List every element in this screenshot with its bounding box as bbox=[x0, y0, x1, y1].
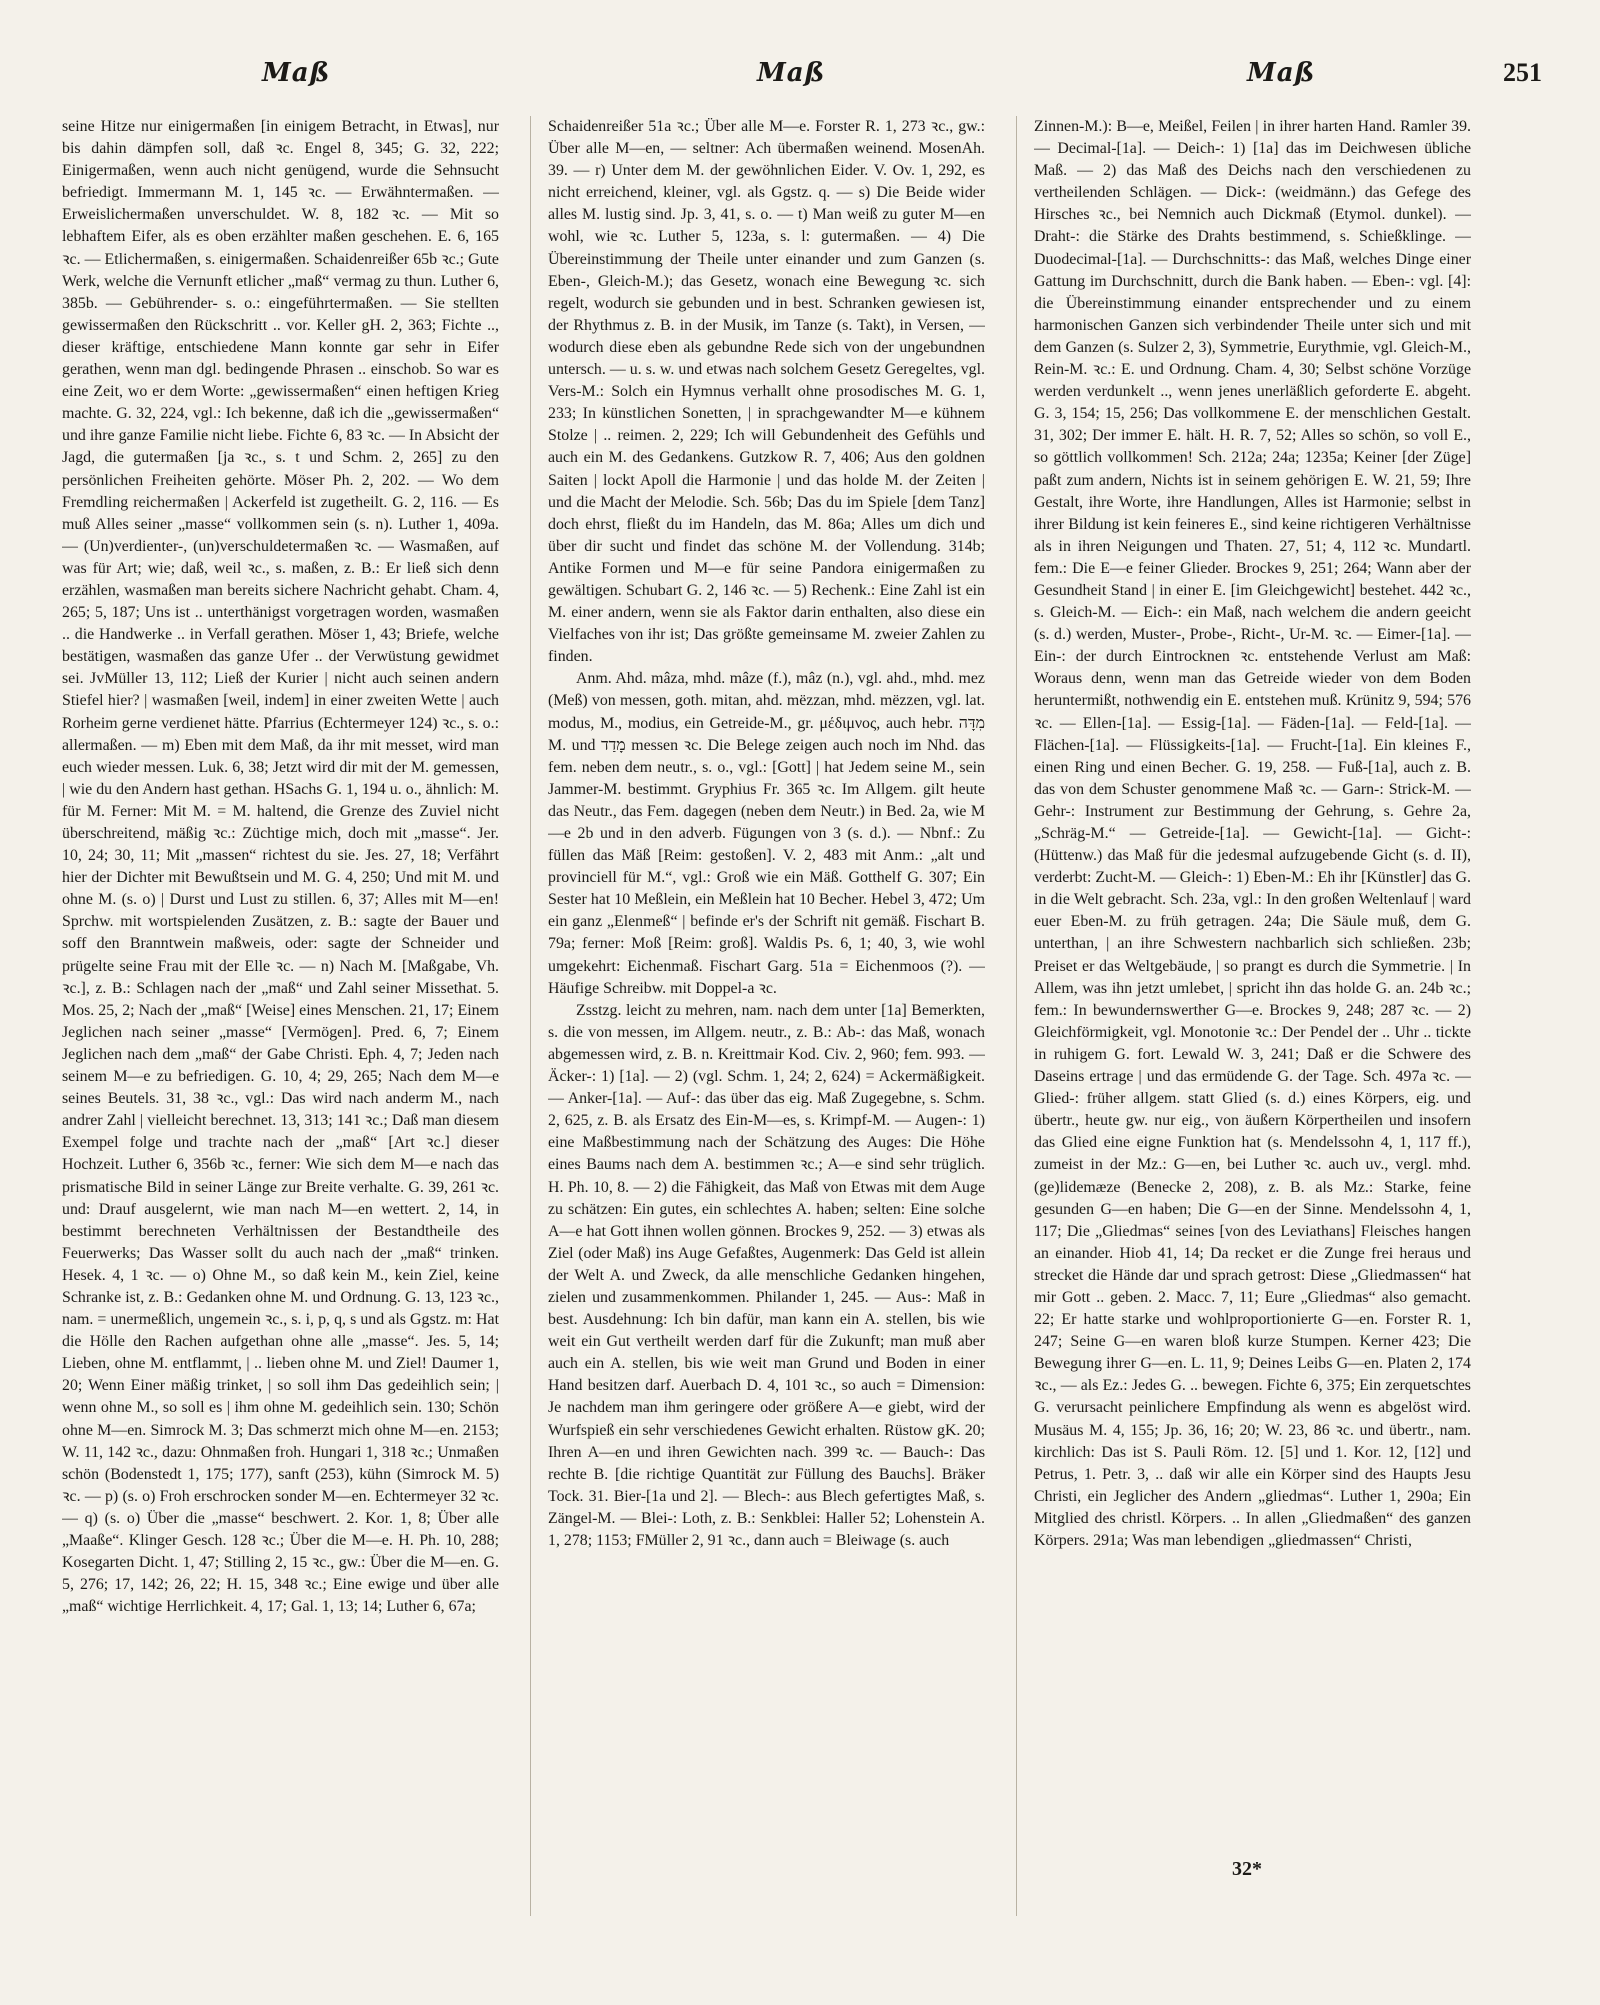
text-column-right bbox=[1034, 116, 1471, 1916]
column-divider bbox=[530, 116, 531, 1916]
column-paragraph: Schaidenreißer 51a ꝛc.; Über alle M—e. Forster R. 1, 273 ꝛc., gw.: Über alle M—en, — seltner: Ach übermaßen weinend. MosenAh. 39. — r) Unter dem M. der gewöhnlichen Eider. V. Ov. 1, 292, es nicht erreichend, kleiner, vgl. als Ggstz. q. — s) Die Beide wider alles M. lustig sind. Jp. 3, 41, s. o. — t) Man weiß zu guter M—en wohl, wie ꝛc. Luther 5, 123a, s. l: gutermaßen. — 4) Die Übereinstimmung der Theile unter einander und zum Ganzen (s. Eben-, Gleich-M.); das Gesetz, wonach eine Bewegung ꝛc. sich regelt, wodurch sie gebunden und in best. Schranken gewiesen ist, der Rhythmus z. B. in der Musik, im Tanze (s. Takt), in Versen, — wodurch diese eben als gebundne Rede sich von der ungebundnen untersch. — u. s. w. und etwas nach solchem Gesetz Geregeltes, vgl. Vers-M.: Solch ein Hymnus verhallt ohne prosodisches M. G. 1, 233; In künstlichen Sonetten, | in sprachgewandter M—e kühnem Stolze | .. reimen. 2, 229; Ich will Gebundenheit des Gefühls und auch ein M. des Gedankens. Gutzkow R. 7, 406; Aus den goldnen Saiten | lockt Apoll die Harmonie | und das holde M. der Zeiten | und die Macht der Melodie. Sch. 56b; Das du im Spiele [dem Tanz] doch ehrst, fließt du im Handeln, das M. 86a; Alles um dich und über dir sucht und findet das schöne M. der Vollendung. 314b; Antike Formen und M—e für seine Pandora einigermaßen zu gewältigen. Schubart G. 2, 146 ꝛc. — 5) Rechenk.: Eine Zahl ist ein M. einer andern, wenn sie als Faktor darin enthalten, also diese ein Vielfaches von ihr ist; Das größte gemeinsame M. zweier Zahlen zu finden. bbox=[548, 118, 985, 666]
left-running-headword: Maß bbox=[262, 58, 331, 88]
signature-mark: 32* bbox=[1232, 1858, 1262, 1880]
column-paragraph: Anm. Ahd. mâza, mhd. mâze (f.), mâz (n.), vgl. ahd., mhd. mez (Meß) von messen, goth. mitan, ahd. mëzzan, mhd. mëzzen, vgl. lat. modus, M., modius, ein Getreide-M., gr. μέδιμνος, auch hebr. מִדָּה M. und מָדַד messen ꝛc. Die Belege zeigen auch noch im Nhd. das fem. neben dem neutr., s. o., vgl.: [Gott] | hat Jedem seine M., sein Jammer-M. bestimmt. Gryphius Fr. 365 ꝛc. Im Allgem. gilt heute das Neutr., das Fem. dagegen (neben dem Neutr.) in Bed. 2a, wie M—e 2b und in den adverb. Fügungen von 3 (s. d.). — Nbnf.: Zu füllen das Mäß [Reim: gestoßen]. V. 2, 483 mit Anm.: „alt und provinciell für M.“, vgl.: Groß wie ein Mäß. Gotthelf G. 307; Ein Sester hat 10 Meßlein, ein Meßlein hat 10 Becher. Hebel 3, 472; Um ein ganz „Elenmeß“ | befinde er's der Schrift nit gemäß. Fischart B. 79a; ferner: Moß [Reim: groß]. Waldis Ps. 6, 1; 40, 3, wie wohl umgekehrt: Eichenmaß. Fischart Garg. 51a = Eichenmoos (?). — Häufige Schreibw. mit Doppel-a ꝛc. bbox=[548, 670, 985, 997]
page-header bbox=[62, 58, 1542, 98]
column-paragraph: Zsstzg. leicht zu mehren, nam. nach dem unter [1a] Bemerkten, s. die von messen, im Allgem. neutr., z. B.: Ab-: das Maß, wonach abgemessen wird, z. B. n. Kreittmair Kod. Civ. 2, 960; fem. 993. — Äcker-: 1) [1a]. — 2) (vgl. Schm. 1, 24; 2, 624) = Ackermäßigkeit. — Anker-[1a]. — Auf-: das über das eig. Maß Zugegebne, s. Schm. 2, 625, z. B. als Ersatz des Ein-M—es, s. Krimpf-M. — Augen-: 1) eine Maßbestimmung nach der Schätzung des Auges: Die Höhe eines Baums nach dem A. bestimmen ꝛc.; A—e sind sehr trüglich. H. Ph. 10, 8. — 2) die Fähigkeit, das Maß von Etwas mit dem Auge zu schätzen: Ein gutes, ein schlechtes A. haben; selten: Eine solche A—e hat Gott ihnen wollen gönnen. Brockes 9, 252. — 3) etwas als Ziel (oder Maß) ins Auge Gefaßtes, Augenmerk: Das Geld ist allein der Welt A. und Zweck, da alle menschliche Gedanken hingehen, zielen und zusammenkommen. Philander 1, 245. — Aus-: Maß in best. Ausdehnung: Ich bin dafür, man kann ein A. stellen, bis wie weit ein Gut vertheilt werden darf für die Zukunft; man muß aber auch ein A. stellen, bis wie weit man Grund und Boden in einer Hand besitzen darf. Auerbach D. 4, 101 ꝛc., so auch = Dimension: Je nachdem man ihm geringere oder größere A—e giebt, wird der Wurfspieß ein sehr verschiedenes Gewicht erhalten. Rüstow gK. 20; Ihren A—en und ihren Gewichten nach. 399 ꝛc. — Bauch-: Das rechte B. [die richtige Quantität zur Füllung des Bauchs]. Bräker Tock. 31. Bier-[1a und 2]. — Blech-: aus Blech gefertigtes Maß, s. Zängel-M. — Blei-: Loth, z. B.: Senkblei: Haller 52; Lohenstein A. 1, 278; 1153; FMüller 2, 91 ꝛc., dann auch = Bleiwage (s. auch bbox=[548, 1001, 985, 1549]
text-column-middle bbox=[548, 116, 985, 1916]
column-paragraph: Zinnen-M.): B—e, Meißel, Feilen | in ihrer harten Hand. Ramler 39. — Decimal-[1a]. — Deich-: 1) [1a] das im Deichwesen übliche Maß. — 2) das Maß des Deichs nach den verschiedenen zu vertheilenden Schlägen. — Dick-: (weidmänn.) das Gefege des Hirsches ꝛc., bei Nemnich auch Dickmaß (Etymol. dunkel). — Draht-: die Stärke des Drahts bestimmend, s. Schießklinge. — Duodecimal-[1a]. — Durchschnitts-: das Maß, welches Dinge einer Gattung im Durchschnitt, durch die Bank haben. — Eben-: vgl. [4]: die Übereinstimmung einander entsprechender und zu einem harmonischen Ganzen sich verbindender Theile unter sich und mit dem Ganzen (s. Sulzer 2, 3), Symmetrie, Eurythmie, vgl. Gleich-M., Rein-M. ꝛc.: E. und Ordnung. Cham. 4, 30; Selbst schöne Vorzüge werden verdunkelt .., wenn jenes unerläßlich geforderte E. abgeht. G. 3, 154; 15, 256; Das vollkommene E. der menschlichen Gestalt. 31, 302; Der immer E. hält. H. R. 7, 52; Alles so schön, so voll E., so göttlich vollkommen! Sch. 212a; 24a; 1235a; Keiner [der Züge] paßt zum andern, Nichts ist in seinem gehörigen E. W. 21, 59; Ihre Gestalt, ihre Worte, ihre Handlungen, Alles ist Harmonie; selbst in ihrer Bildung ist kein feineres E., sind keine richtigeren Verhältnisse als in ihren Neigungen und Thaten. 27, 51; 4, 112 ꝛc. Mundartl. fem.: Die E—e feiner Glieder. Brockes 9, 251; 264; Wann aber der Gesundheit Stand | in einer E. [im Gleichgewicht] bestehet. 442 ꝛc., s. Gleich-M. — Eich-: ein Maß, nach welchem die andern geeicht (s. d.) werden, Muster-, Probe-, Richt-, Ur-M. ꝛc. — Eimer-[1a]. — Ein-: der durch Eintrocknen ꝛc. entstehende Verlust am Maß: Woraus denn, wenn man das Getreide wieder von dem Boden heruntermißt, nothwendig ein E. entstehen muß. Krünitz 9, 594; 576 ꝛc. — Ellen-[1a]. — Essig-[1a]. — Fäden-[1a]. — Feld-[1a]. — Flächen-[1a]. — Flüssigkeits-[1a]. — Frucht-[1a]. Ein kleines F., einen Ring und einen Becher. G. 19, 258. — Fuß-[1a], auch z. B. das von dem Schuster genommene Maß ꝛc. — Garn-: Strick-M. — Gehr-: Instrument zur Bestimmung der Gehrung, s. Gehre 2a, „Schräg-M.“ — Getreide-[1a]. — Gewicht-[1a]. — Gicht-: (Hüttenw.) das Maß für die jedesmal aufzugebende Gicht (s. d. II), verderbt: Zucht-M. — Gleich-: 1) Eben-M.: Eh ihr [Künstler] das G. in die Welt gebracht. Sch. 23a, vgl.: In den großen Weltenlauf | ward euer Eben-M. zu früh getragen. 24a; Die Säule muß, dem G. unterthan, | an ihre Schwestern nachbarlich sich schließen. 23b; Preiset er das Weltgebäude, | so prangt es durch die Symmetrie. | In Allem, was ihn jetzt umlebet, | spricht ihn das holde G. an. 24b ꝛc.; fem.: In bewundernswerther G—e. Brockes 9, 248; 287 ꝛc. — 2) Gleichförmigkeit, vgl. Monotonie ꝛc.: Der Pendel der .. Uhr .. tickte in ruhigem G. fort. Lewald W. 3, 241; Daß er die Schwere des Daseins ertrage | und das ermüdende G. der Tage. Sch. 497a ꝛc. — Glied-: früher allgem. statt Glied (s. d.) eines Körpers, eig. und übertr., heute gw. nur eig., von äußern Körpertheilen und insofern das Glied eine eigne Funktion hat (s. Mendelssohn 4, 1, 117 ff.), zumeist in der Mz.: G—en, bei Luther ꝛc. auch uv., vergl. mhd. (ge)lidemæze (Benecke 2, 208), z. B. als Mz.: Starke, feine gesunden G—en haben; Die G—en der Sinne. Mendelssohn 4, 1, 117; Die „Gliedmas“ seines [von des Leviathans] Fleisches hangen an einander. Hiob 41, 14; Da recket er die Zunge frei heraus und strecket die Hände dar und sprach getrost: Diese „Gliedmassen“ hat mir Gott .. geben. 2. Macc. 7, 11; Eure „Gliedmas“ also gemacht. 22; Er hatte starke und wohlproportionierte G—en. Forster R. 1, 247; Seine G—en waren bloß kurze Stumpen. Kerner 423; Die Bewegung ihrer G—en. L. 11, 9; Deines Leibs G—en. Platen 2, 174 ꝛc., — als Ez.: Jedes G. .. bewegen. Fichte 6, 375; Ein zerquetschtes G. verursacht peinlichere Empfindung als wenn es abgelöst wird. Musäus M. 4, 155; Jp. 36, 16; 20; W. 23, 86 ꝛc. und übertr., nam. kirchlich: Das ist S. Pauli Röm. 12. [5] und 1. Kor. 12, [12] und Petrus, 1. Petr. 3, .. daß wir alle ein Körper sind des Haupts Jesu Christi, ein Jeglicher des Andern „gliedmas“. Luther 1, 290a; Ein Mitglied des christl. Körpers. .. In allen „Gliedmaßen“ des ganzen Körpers. 291a; Was man lebendigen „gliedmassen“ Christi, bbox=[1034, 118, 1471, 1549]
right-running-headword: Maß bbox=[1247, 58, 1316, 88]
center-running-headword: Maß bbox=[757, 58, 826, 88]
page-number: 251 bbox=[1503, 58, 1542, 87]
text-column-left bbox=[62, 116, 499, 1916]
column-paragraph: seine Hitze nur einigermaßen [in einigem Betracht, in Etwas], nur bis dahin dämpfen soll, daß ꝛc. Engel 8, 345; G. 32, 222; Einigermaßen, wenn auch nicht genügend, wurde die Sehnsucht befriedigt. Immermann M. 1, 145 ꝛc. — Erwähntermaßen. — Erweislichermaßen unverschuldet. W. 8, 182 ꝛc. — Mit so lebhaftem Eifer, als es oben erzählter maßen geschehen. E. 6, 165 ꝛc. — Etlichermaßen, s. einigermaßen. Schaidenreißer 65b ꝛc.; Gute Werk, welche die Vernunft etlicher „maß“ vermag zu thun. Luther 6, 385b. — Gebührender- s. o.: eingeführtermaßen. — Sie stellten gewissermaßen den Rückschritt .. vor. Keller gH. 2, 363; Fichte .., dieser kräftige, entschiedene Mann konnte gar sehr in Eifer gerathen, wenn man dgl. bedingende Phrasen .. einschob. So war es eine Zeit, wo er dem Worte: „gewissermaßen“ einen heftigen Krieg machte. G. 32, 224, vgl.: Ich bekenne, daß ich die „gewissermaßen“ und ihre ganze Familie nicht liebe. Fichte 6, 83 ꝛc. — In Absicht der Jagd, die gutermaßen [ja ꝛc., s. t und Schm. 2, 265] zu den persönlichen Freiheiten gehörte. Möser Ph. 2, 202. — Wo dem Fremdling reichermaßen | Ackerfeld ist zugetheilt. G. 2, 116. — Es muß Alles seiner „masse“ vollkommen sein (s. n). Luther 1, 409a. — (Un)verdienter-, (un)verschuldetermaßen ꝛc. — Wasmaßen, auf was für Art; wie; daß, weil ꝛc., s. maßen, z. B.: Er ließ sich denn erzählen, wasmaßen man bereits sichere Nachricht gehabt. Cham. 4, 265; 5, 187; Uns ist .. unterthänigst vorgetragen worden, wasmaßen .. die Handwerke .. in Verfall gerathen. Möser 1, 43; Briefe, welche bestätigen, wasmaßen das ganze Ufer .. der Verwüstung gewidmet sei. JvMüller 13, 112; Ließ der Kurier | nicht auch seinen andern Stiefel hier? | wasmaßen [weil, indem] in einer zweiten Wette | auch Rorheim gerne verdienet hätte. Pfarrius (Echtermeyer 124) ꝛc., s. o.: allermaßen. — m) Eben mit dem Maß, da ihr mit messet, wird man euch wieder messen. Luk. 6, 38; Jetzt wird dir mit der M. gemessen, | wie du den Andern hast gethan. HSachs G. 1, 194 u. o., ähnlich: M. für M. Ferner: Mit M. = M. haltend, die Grenze des Zuviel nicht überschreitend, mäßig ꝛc.: Züchtige mich, doch mit „masse“. Jer. 10, 24; 30, 11; Mit „massen“ richtest du sie. Jes. 27, 18; Verfährt hier der Dichter mit Bewußtsein und M. G. 4, 250; Und mit M. und ohne M. (s. o) | Durst und Lust zu stillen. 6, 37; Alles mit M—en! Sprchw. mit wortspielenden Zusätzen, z. B.: sagte der Bauer und soff den Branntwein maßweis, oder: sagte der Schneider und prügelte seine Frau mit der Elle ꝛc. — n) Nach M. [Maßgabe, Vh. ꝛc.], z. B.: Schlagen nach der „maß“ und Zahl seiner Missethat. 5. Mos. 25, 2; Nach der „maß“ [Weise] eines Menschen. 21, 17; Einem Jeglichen nach seiner „masse“ [Vermögen]. Pred. 6, 7; Einem Jeglichen nach dem „maß“ der Gabe Christi. Eph. 4, 7; Jeden nach seinem M—e zu befriedigen. G. 10, 4; 29, 265; Nach dem M—e seines Beutels. 31, 38 ꝛc., vgl.: Das wird nach anderm M., nach andrer Zahl | vielleicht berechnet. 13, 313; 141 ꝛc.; Daß man diesem Exempel folge und trachte nach der „maß“ [Art ꝛc.] dieser Hochzeit. Luther 6, 356b ꝛc., ferner: Wie sich dem M—e nach das prismatische Bild in seiner Länge zur Breite verhalte. G. 39, 261 ꝛc. und: Drauf ausgelernt, wie man nach M—en wettert. 2, 14, in bestimmt berechneten Verhältnissen der Bestandtheile des Feuerwerks; Das Wasser sollt du auch nach der „maß“ trinken. Hesek. 4, 1 ꝛc. — o) Ohne M., so daß kein M., kein Ziel, keine Schranke ist, z. B.: Gedanken ohne M. und Ordnung. G. 13, 123 ꝛc., nam. = unermeßlich, ungemein ꝛc., s. i, p, q, s und als Ggstz. m: Hat die Hölle den Rachen aufgethan ohne alle „masse“. Jes. 5, 14; Lieben, ohne M. entflammt, | .. lieben ohne M. und Ziel! Daumer 1, 20; Wenn Einer mäßig trinket, | so soll ihm Das gedeihlich sein; | wenn ohne M., so soll es | ihm ohne M. gedeihlich sein. 130; Schön ohne M—en. Simrock M. 3; Das schmerzt mich ohne M—en. 2153; W. 11, 142 ꝛc., dazu: Ohnmaßen froh. Hungari 1, 318 ꝛc.; Unmaßen schön (Bodenstedt 1, 175; 177), sanft (253), kühn (Simrock M. 5) ꝛc. — p) (s. o) Froh erschrocken sonder M—en. Echtermeyer 32 ꝛc. — q) (s. o) Über die „masse“ beschwert. 2. Kor. 1, 8; Über alle „Maaße“. Klinger Gesch. 128 ꝛc.; Über die M—e. H. Ph. 10, 288; Kosegarten Dicht. 1, 47; Stilling 2, 15 ꝛc., gw.: Über die M—en. G. 5, 276; 17, 142; 26, 22; H. 15, 348 ꝛc.; Eine ewige und über alle „maß“ wichtige Herrlichkeit. 4, 17; Gal. 1, 13; 14; Luther 6, 67a; bbox=[62, 118, 499, 1616]
column-divider bbox=[1016, 116, 1017, 1916]
